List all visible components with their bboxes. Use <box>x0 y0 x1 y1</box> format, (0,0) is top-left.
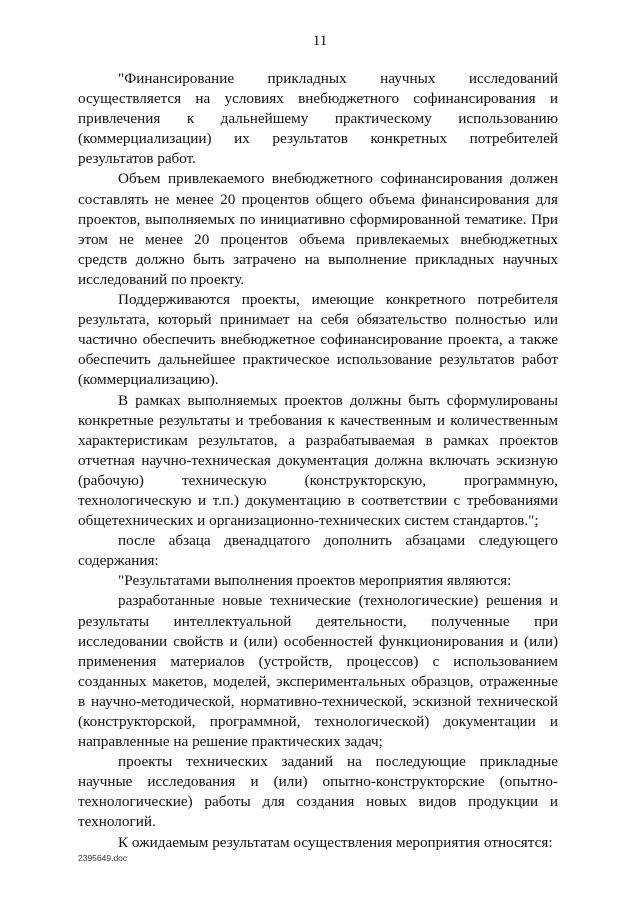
document-body <box>78 69 558 853</box>
paragraph-project-requirements: В рамках выполняемых проектов должны быть сформулированы конкретные результаты и требования к качественным и количественным характеристикам результатов, а разрабатываемая в рамках проектов отчетная научно-техническая документация должна включать эскизную (рабочую) техническую (конструкторскую, программную, технологическую и т.п.) документацию в соответствии с требованиями общетехнических и организационно-технических систем стандартов."; <box>78 391 558 530</box>
paragraph-amendment-instruction: после абзаца двенадцатого дополнить абзацами следующего содержания: <box>78 532 558 570</box>
paragraph-results-specifications: проекты технических заданий на последующие прикладные научные исследования и (или) опытно-конструкторские (опытно-технологические) работы для создания новых видов продукции и технологий. <box>78 753 558 831</box>
footer-filename: 2395649.doc <box>78 853 128 863</box>
page-number: 11 <box>312 33 328 49</box>
paragraph-results-solutions: разработанные новые технические (технологические) решения и результаты интеллектуальной деятельности, полученные при исследовании свойств и (или) особенностей функционирования и (или) применения материалов (устройств, процессов) с использованием созданных макетов, моделей, экспериментальных образцов, отраженные в научно-методической, нормативно-технической, эскизной технической (конструкторской, программной, технологической) документации и направленные на решение практических задач; <box>78 592 558 751</box>
paragraph-cofinancing-volume: Объем привлекаемого внебюджетного софинансирования должен составлять не менее 20 процентов общего объема финансирования для проектов, выполняемых по инициативно сформированной тематике. При этом не менее 20 процентов объема привлекаемых внебюджетных средств должно быть затрачено на выполнение прикладных научных исследований по проекту. <box>78 170 558 288</box>
paragraph-supported-projects: Поддерживаются проекты, имеющие конкретного потребителя результата, который принимает на себя обязательство полностью или частично обеспечить внебюджетное софинансирование проекта, а также обеспечить дальнейшее практическое использование результатов работ (коммерциализацию). <box>78 291 558 389</box>
paragraph-expected-results: К ожидаемым результатам осуществления мероприятия относятся: <box>118 833 553 851</box>
paragraph-financing-terms: "Финансирование прикладных научных исследований осуществляется на условиях внебюджетного софинансирования и привлечения к дальнейшему практическому использованию (коммерциализации) их результатов конкретных потребителей результатов работ. <box>78 70 558 168</box>
paragraph-results-intro: "Результатами выполнения проектов мероприятия являются: <box>118 572 512 590</box>
